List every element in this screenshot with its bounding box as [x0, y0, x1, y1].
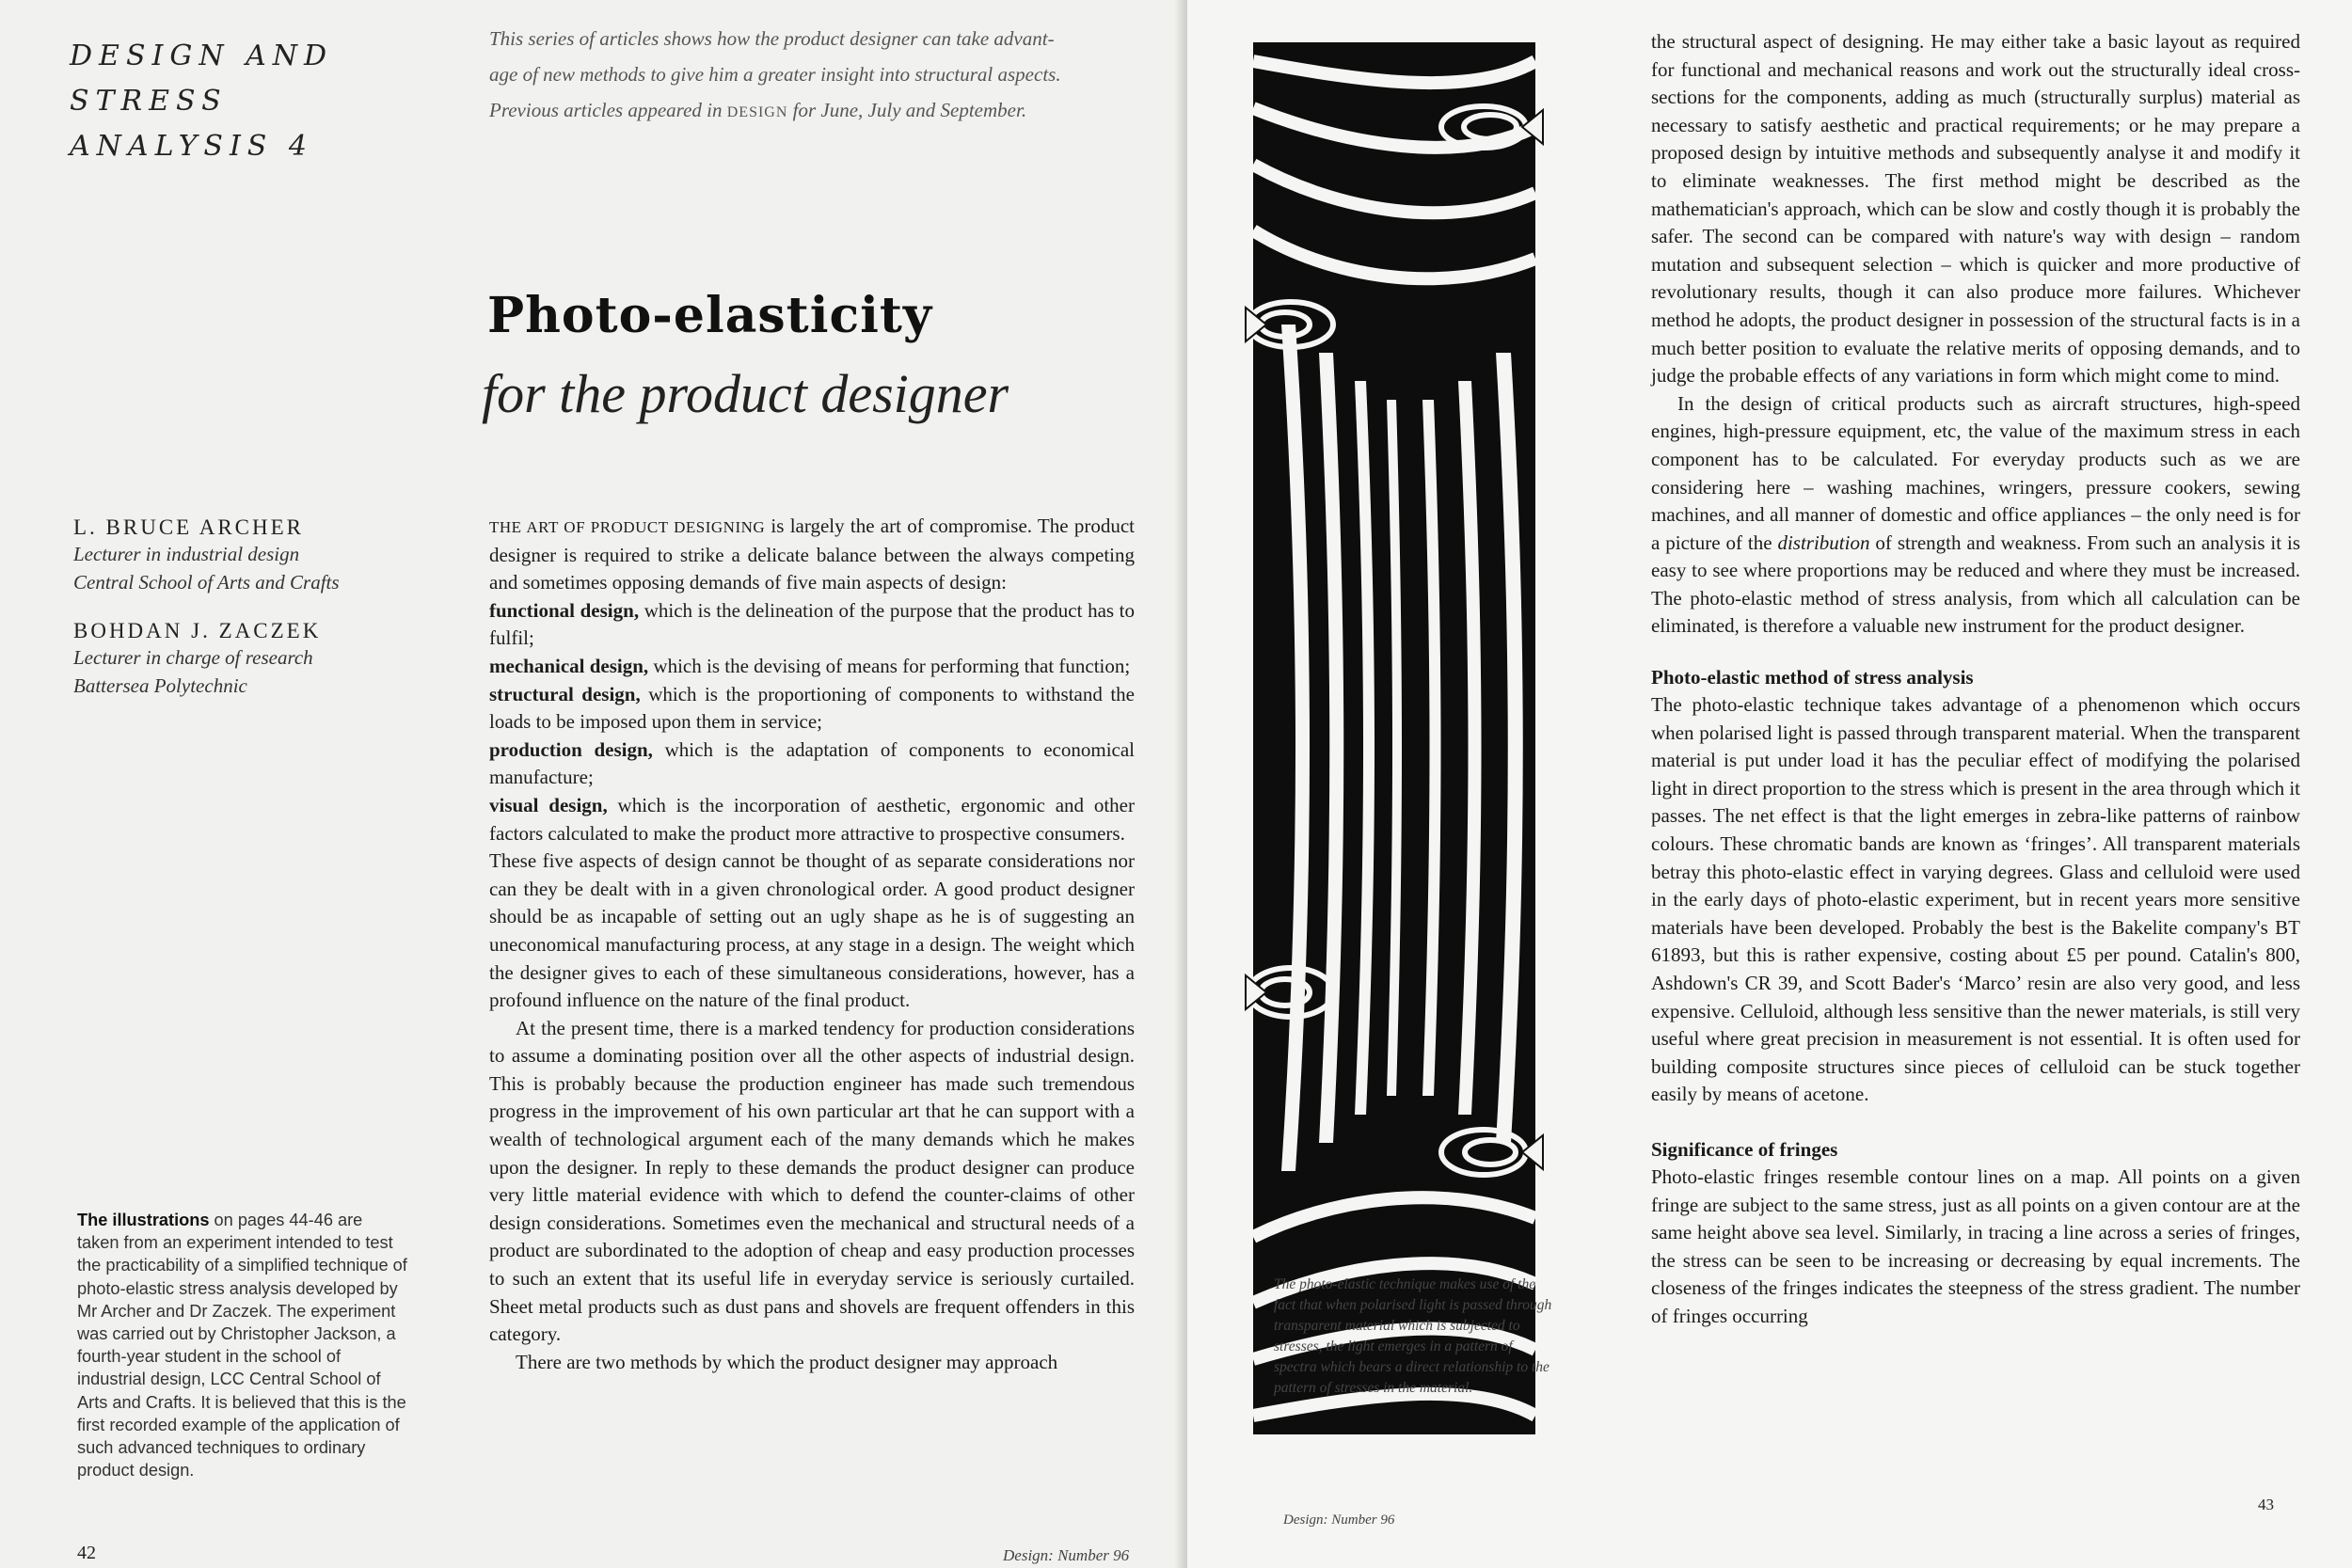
section-spacer	[1651, 641, 2300, 663]
page-footer: Design: Number 96	[1283, 1513, 1395, 1528]
series-line: ANALYSIS 4	[70, 130, 313, 163]
series-heading	[70, 34, 333, 169]
author-affiliation: Battersea Polytechnic	[73, 674, 247, 697]
article-title: Photo-elasticity	[487, 287, 933, 344]
photoelastic-fringe-figure	[1244, 42, 1545, 1434]
aspect-text: which is the incorporation of aesthetic, ergonomic and other factors calculated to make the product more attractive to prospective consumers.	[489, 793, 1135, 845]
page-number: 43	[2258, 1496, 2274, 1513]
fringe-pattern	[1248, 42, 1535, 1434]
body-paragraph	[1651, 390, 2300, 641]
aspect-term: production design,	[489, 737, 653, 761]
note-lead: The illustrations	[77, 1211, 210, 1229]
author-role: Lecturer in charge of research	[73, 646, 313, 669]
author-block	[73, 515, 412, 596]
aspect-text: which is the delineation of the purpose that the product has to fulfil;	[489, 598, 1136, 650]
intro-previous: Previous articles appeared in	[489, 99, 723, 121]
paragraph-text: In the design of critical products such as aircraft structures, high-speed engines, high-pressure equipment, etc, the value of the maximum stress in each component has to be calculated. For everyday products such as we are considering here – washing machines, wringers, pressure cookers, sewing machines, and all manner of domestic and office appliances – the only need is for a picture of the	[1651, 391, 2300, 554]
figure-caption: The photo-elastic technique makes use of the fact that when polarised light is passed through transparent material which is subjected to stresses, the light emerges in a pattern of spectra which bears a direct relationship to the pattern of stresses in the material.	[1274, 1276, 1552, 1396]
paragraph-text: is largely the art of compromise. The product designer is required to strike a delicate balance between the always competing and sometimes opposing demands of five main aspects of design:	[489, 515, 1135, 594]
body-paragraph: the structural aspect of designing. He may either take a basic layout as required for functional and mechanical reasons and work out the structurally ideal cross-sections for the components, adding as much (structurally surplus) material as necessary to satisfy aesthetic and practical requirements; or he may prepare a proposed design by intuitive methods and subsequently analyse it and modify it to eliminate weaknesses. The first method might be described as the mathematician's approach, which can be slow and costly though it is probably the safer. The second can be compared with nature's way with design – random mutation and subsequent selection – which is quicker and more productive of revolutionary results, though it can also produce more failures. Whichever method he adopts, the product designer in possession of the structural facts is in a much better position to evaluate the relative merits of opposing demands, and to judge the probable effects of any variations in form which might come to mind.	[1651, 30, 2300, 388]
body-paragraph: Photo-elastic fringes resemble contour lines on a map. All points on a given fringe are subject to the same stress, just as all points on a given contour are at the same height above sea level. Similarly, in tracing a line across a series of fringes, the stress can be seen to be increasing or decreasing by equal increments. The closeness of the fringes indicates the steepness of the stress gradient. The number of fringes occurring	[1651, 1164, 2300, 1327]
aspect-term: structural design,	[489, 682, 641, 705]
series-line: STRESS	[70, 85, 228, 118]
aspect-text: which is the adaptation of components to economical manufacture;	[489, 737, 1136, 789]
aspect-item	[489, 792, 1135, 847]
author-block	[73, 619, 412, 700]
aspect-term: functional design,	[489, 598, 640, 622]
section-heading: Significance of fringes	[1651, 1137, 1838, 1161]
article-subtitle: for the product designer	[482, 363, 1009, 424]
aspect-term: mechanical design,	[489, 654, 649, 677]
author-role: Lecturer in industrial design	[73, 543, 300, 565]
illustrations-note	[77, 1209, 408, 1481]
author-name: L. BRUCE ARCHER	[73, 515, 305, 539]
intro-line: This series of articles shows how the product designer can take advant-	[489, 27, 1055, 50]
aspect-item	[489, 681, 1135, 736]
page-footer: Design: Number 96	[1003, 1546, 1130, 1564]
aspect-item	[489, 736, 1135, 792]
intro-line: age of new methods to give him a greater insight into structural aspects.	[489, 63, 1061, 86]
right-page	[1187, 0, 2352, 1568]
left-body-column	[489, 513, 1135, 1376]
section-heading: Photo-elastic method of stress analysis	[1651, 666, 1974, 689]
emphasis: distribution	[1777, 531, 1870, 554]
intro-line	[489, 92, 1148, 131]
body-paragraph: There are two methods by which the product designer may approach	[516, 1350, 1058, 1373]
body-paragraph	[489, 513, 1135, 597]
body-paragraph: At the present time, there is a marked tendency for production considerations to assume a dominating position over all the other aspects of industrial design. This is probably because the production engineer has made such tremendous progress in the improvement of his own particular art that he can support with a wealth of technological argument each of the many demands which he makes upon the designer. In reply to these demands the product designer can produce very little material evidence with which to defend the counter-claims of other design considerations. Sometimes even the mechanical and structural needs of a product are subordinated to the adoption of cheap and easy production processes to such an extent that its useful life in everyday service is seriously curtailed. Sheet metal products such as dust pans and shovels are frequent offenders in this category.	[489, 1016, 1135, 1346]
page-number: 42	[77, 1543, 96, 1563]
paragraph-text: of strength and weakness. From such an analysis it is easy to see where proportions may be reduced and where they must be increased. The photo-elastic method of stress analysis, from which all calculation can be eliminated, is therefore a valuable new instrument for the product designer.	[1651, 531, 2301, 638]
aspect-text: which is the proportioning of components to withstand the loads to be imposed upon them in service;	[489, 682, 1136, 734]
author-affiliation: Central School of Arts and Crafts	[73, 571, 340, 594]
series-line: DESIGN AND	[70, 40, 334, 72]
aspect-text: which is the devising of means for performing that function;	[653, 654, 1131, 677]
author-name: BOHDAN J. ZACZEK	[73, 619, 322, 642]
lead-in: THE ART OF PRODUCT DESIGNING	[489, 518, 766, 536]
series-intro	[489, 21, 1148, 131]
aspect-item	[489, 597, 1135, 653]
note-text: on pages 44-46 are taken from an experiment intended to test the practicability of a simplified technique of photo-elastic stress analysis developed by Mr Archer and Dr Zaczek. The experiment was carried out by Christopher Jackson, a fourth-year student in the school of industrial design, LCC Central School of Arts and Crafts. It is believed that this is the first recorded example of the application of such advanced techniques to ordinary product design.	[77, 1211, 407, 1481]
right-body-column	[1651, 28, 2300, 1331]
section-spacer	[1651, 1109, 2300, 1135]
intro-design: DESIGN	[726, 104, 788, 120]
body-paragraph: The photo-elastic technique takes advantage of a phenomenon which occurs when polarised light is passed through transparent material. When the transparent material is put under load it has the peculiar effect of modifying the polarised light in direct proportion to the stress which is present in the area through which it passes. The net effect is that the light emerges in zebra-like patterns of rainbow colours. These chromatic bands are known as ‘fringes’. All transparent materials betray this photo-elastic effect in varying degrees. Glass and celluloid were used in the early days of photo-elastic experiment, but in recent years more sensitive materials have been developed. Probably the best is the Bakelite company's BT 61893, but this is rather expensive, costing about £5 per pound. Catalin's 800, Ashdown's CR 39, and Scott Bader's ‘Marco’ resin are also very good, and less expensive. Celluloid, although less sensitive than the newer materials, is still very useful where great precision in measurement is not essential. It is often used for building composite structures since pieces of celluloid can be stuck together easily by means of acetone.	[1651, 693, 2300, 1106]
aspect-item	[489, 653, 1135, 681]
body-paragraph: These five aspects of design cannot be thought of as separate considerations nor can they be dealt with in a given chronological order. A good product designer should be as incapable of setting out an ugly shape as he is of suggesting an uneconomical manufacturing process, at any stage in a design. The weight which the designer gives to each of these simultaneous considerations, however, has a profound influence on the nature of the final product.	[489, 849, 1135, 1012]
aspect-term: visual design,	[489, 793, 608, 816]
intro-months: for June, July and September.	[792, 99, 1027, 121]
